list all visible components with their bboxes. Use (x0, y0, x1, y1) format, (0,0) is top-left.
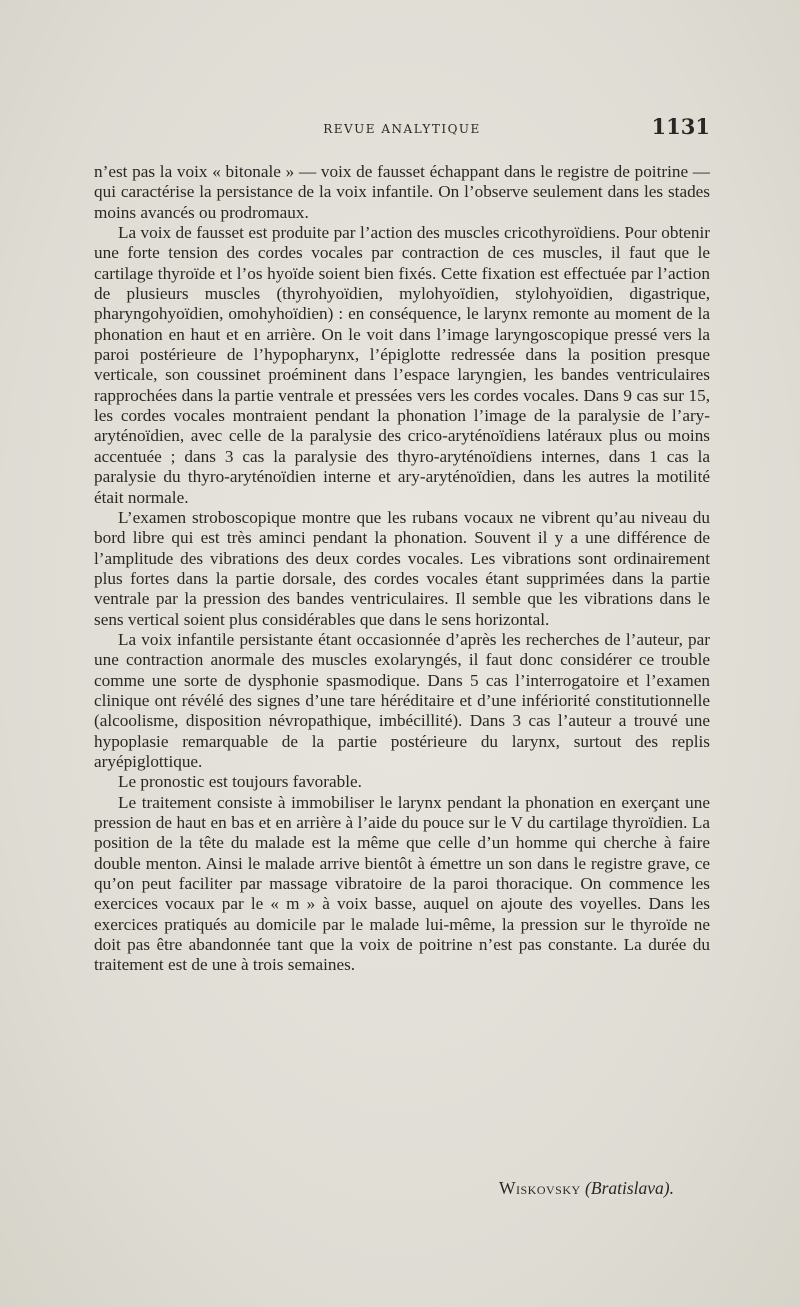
paragraph-continuation: n’est pas la voix « bitonale » — voix de fausset échappant dans le registre de poitrine — qui caractérise la persistance de la voix infantile. On l’observe seulement dans les stades moins avancés ou prodromaux. (94, 162, 710, 222)
paragraph-etiology: La voix infantile persistante étant occasionnée d’après les recherches de l’auteur, par une contraction anormale des muscles exolaryngés, il faut donc considérer ce trouble comme une sorte de dysphonie spasmodique. Dans 5 cas l’interrogatoire et l’examen clinique ont révélé des signes d’une tare héréditaire et d’une infériorité constitutionnelle (alcoolisme, disposition névropathique, imbécillité). Dans 3 cas l’auteur a trouvé une hypoplasie remarquable de la partie postérieure du larynx, surtout des replis aryépiglottique. (94, 629, 710, 771)
article-body (94, 162, 710, 976)
paragraph-falsetto: La voix de fausset est produite par l’action des muscles cricothyroïdiens. Pour obtenir une forte tension des cordes vocales par contraction de ces muscles, il faut que le cartilage thyroïde et l’os hyoïde soient bien fixés. Cette fixation est effectuée par l’action de plusieurs muscles (thyrohyoïdien, mylohyoïdien, stylohyoïdien, digastrique, pharyngohyoïdien, omohyhoïdien) : en conséquence, le larynx remonte au moment de la phonation en haut et en arrière. On le voit dans l’image laryngoscopique pressé vers la paroi postérieure de l’hypopharynx, l’épiglotte redressée dans la position presque verticale, son coussinet proéminent dans l’espace laryngien, les bandes ventriculaires rapprochées dans la partie ventrale et pressées vers les cordes vocales. Dans 9 cas sur 15, les cordes vocales montraient pendant la phonation l’image de la paralysie de l’ary-aryténoïdien, avec celle de la paralysie des crico-aryténoïdiens latéraux plus ou moins accentuée ; dans 3 cas la paralysie des thyro-aryténoïdiens internes, dans 1 cas la paralysie du thyro-aryténoïdien interne et ary-aryténoïdien, dans les autres la motilité était normale. (94, 223, 710, 507)
paragraph-stroboscopy: L’examen stroboscopique montre que les rubans vocaux ne vibrent qu’au niveau du bord libre qui est très aminci pendant la phonation. Souvent il y a une différence de l’amplitude des vibrations des deux cordes vocales. Les vibrations sont ordinairement plus fortes dans la partie dorsale, des cordes vocales étant supprimées dans la partie ventrale par la pression des bandes ventriculaires. Il semble que les vibrations dans le sens vertical soient plus considérables que dans le sens horizontal. (94, 507, 710, 629)
signature-author: Wiskovsky (498, 1178, 581, 1198)
author-signature (499, 1178, 674, 1199)
paragraph-treatment: Le traitement consiste à immobiliser le larynx pendant la phonation en exerçant une pression de haut en bas et en arrière à l’aide du pouce sur le V du cartilage thyroïdien. La position de la tête du malade est la même que celle d’un homme qui cherche à faire double menton. Ainsi le malade arrive bientôt à émettre un son dans le registre grave, ce qu’on peut faciliter par massage vibratoire de la paroi thoracique. On commence les exercices vocaux par le « m » à voix basse, auquel on ajoute des voyelles. Dans les exercices pratiqués au domicile par le malade lui-même, la pression sur le thyroïde ne doit pas être abandonnée tant que la voix de poitrine n’est pas constante. La durée du traitement est de une à trois semaines. (94, 792, 710, 975)
paragraph-prognosis: Le pronostic est toujours favorable. (118, 772, 362, 792)
running-title: REVUE ANALYTIQUE (323, 122, 481, 136)
page-number: 1131 (651, 114, 710, 139)
running-head (94, 114, 710, 144)
signature-place: (Bratislava). (585, 1178, 674, 1198)
